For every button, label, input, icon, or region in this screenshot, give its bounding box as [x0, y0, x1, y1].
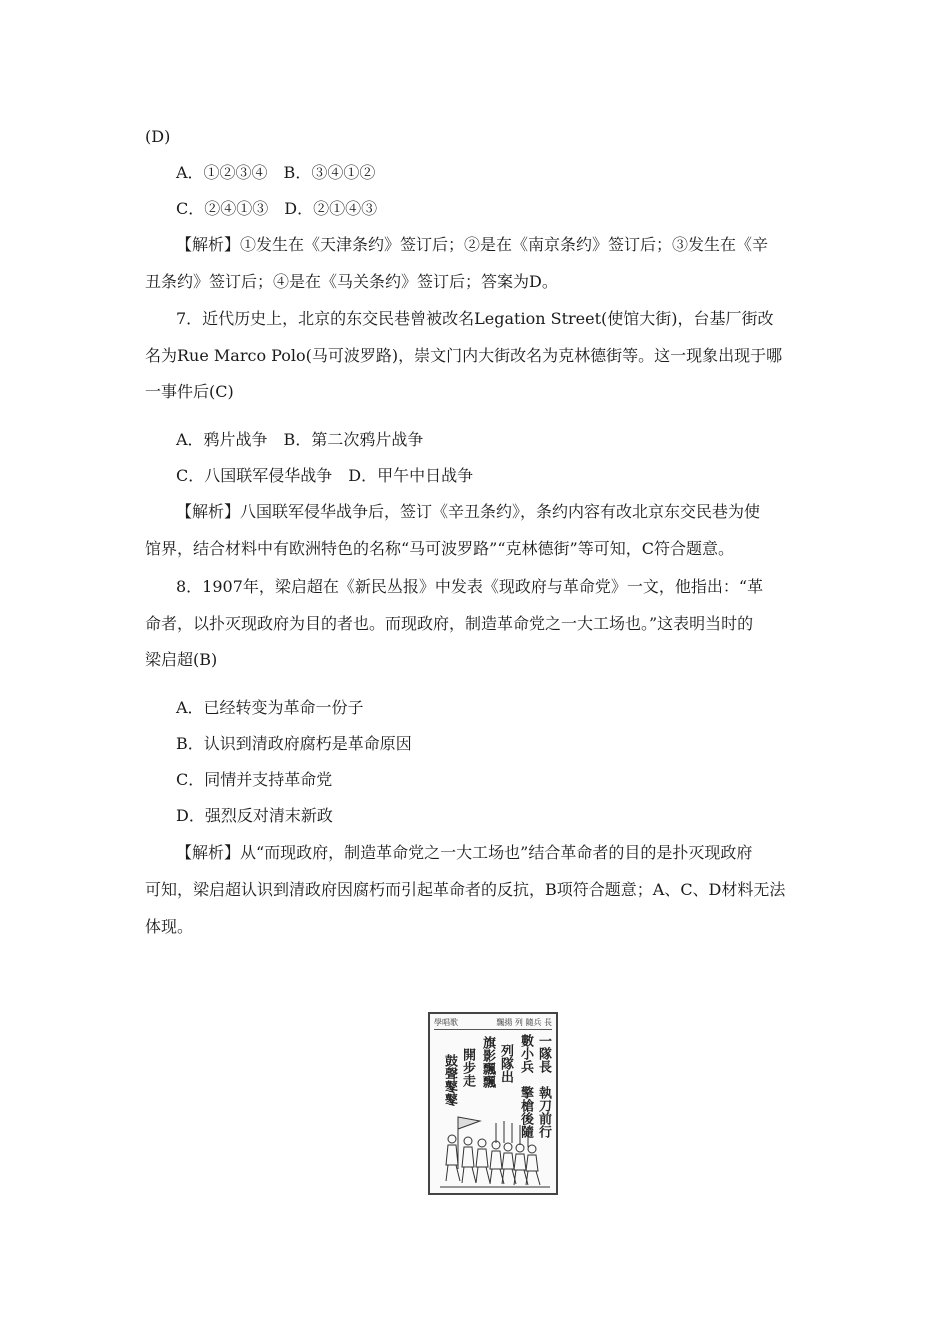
lyric-column: 列隊出: [498, 1044, 513, 1083]
lyric-column: 旗影飄飄: [480, 1036, 495, 1088]
analysis-line: 丑条约》签订后；④是在《马关条约》签订后；答案为D。: [145, 272, 558, 291]
analysis-line: 【解析】八国联军侵华战争后，签订《辛丑条约》，条约内容有改北京东交民巷为使: [176, 502, 761, 521]
question-line: 命者，以扑灭现政府为目的者也。而现政府，制造革命党之一大工场也。”这表明当时的: [145, 614, 754, 633]
question-line: 梁启超(B): [145, 650, 218, 669]
lyric-column: 鼓聲鼕鼕: [442, 1054, 457, 1106]
option-line: C．同情并支持革命党: [176, 770, 333, 789]
option-line: C．八国联军侵华战争 D．甲午中日战争: [176, 466, 474, 485]
option-line: A．①②③④ B．③④①②: [176, 163, 376, 182]
option-line: B．认识到清政府腐朽是革命原因: [176, 734, 412, 753]
option-line: D．强烈反对清末新政: [176, 806, 333, 825]
lyric-column: 數小兵 擎槍後隨: [518, 1034, 533, 1138]
analysis-line: 可知，梁启超认识到清政府因腐朽而引起革命者的反抗，B项符合题意；A、C、D材料无法: [145, 880, 786, 899]
analysis-line: 馆界，结合材料中有欧洲特色的名称“马可波罗路”“克林德街”等可知，C符合题意。: [145, 539, 734, 558]
marching-soldiers-drawing: [436, 1109, 554, 1189]
analysis-line: 体现。: [145, 917, 194, 936]
option-line: A．已经转变为革命一份子: [176, 698, 364, 717]
lyric-column: 開步走: [460, 1048, 475, 1087]
illustration-header-right: 飄揚 列 隨兵 長: [496, 1018, 552, 1027]
song-illustration: [428, 1012, 558, 1195]
illustration-header-left: 學唱歌: [434, 1018, 458, 1027]
question-line: 7．近代历史上，北京的东交民巷曾被改名Legation Street(使馆大街)，台基厂街改: [176, 309, 774, 328]
analysis-line: 【解析】①发生在《天津条约》签订后；②是在《南京条约》签订后；③发生在《辛: [176, 235, 769, 254]
answer-line: (D): [145, 127, 171, 146]
option-line: C．②④①③ D．②①④③: [176, 199, 378, 218]
lyric-column: 一隊長 執刀前行: [536, 1034, 551, 1138]
question-line: 8．1907年，梁启超在《新民丛报》中发表《现政府与革命党》一文，他指出：“革: [176, 577, 764, 596]
question-line: 名为Rue Marco Polo(马可波罗路)，崇文门内大街改名为克林德街等。这一现象出现于哪: [145, 346, 783, 365]
question-line: 一事件后(C): [145, 382, 234, 401]
analysis-line: 【解析】从“而现政府，制造革命党之一大工场也”结合革命者的目的是扑灭现政府: [176, 843, 753, 862]
illustration-header: [434, 1017, 552, 1030]
option-line: A．鸦片战争 B．第二次鸦片战争: [176, 430, 424, 449]
